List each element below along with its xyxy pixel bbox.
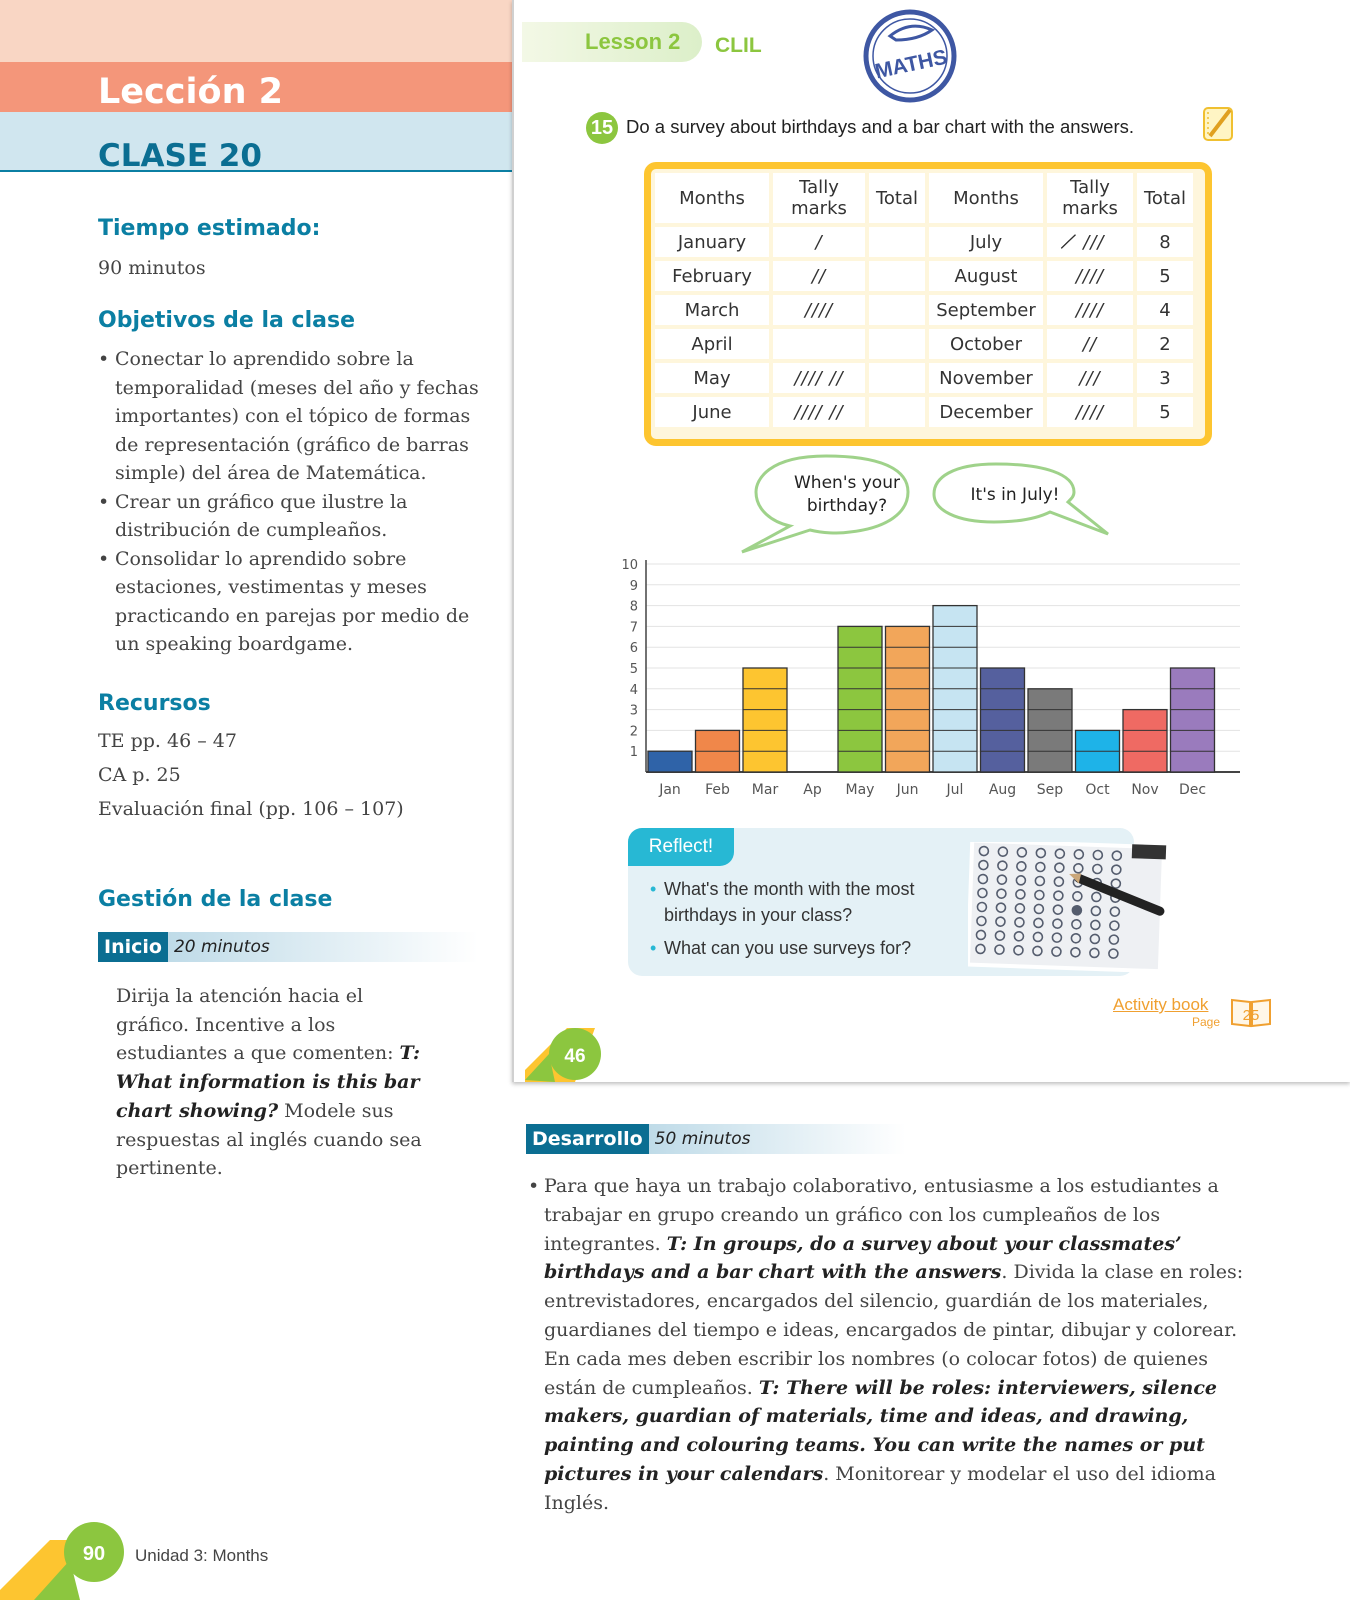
desarrollo-paragraph: • Para que haya un trabajo colaborativo, entusiasme a los estudiantes a trabajar en grupo creando un gráfico con los cumpleaños de los integrantes. T: In groups, do a survey about your classmates’ birthdays and a bar chart with the answers. Divida la clase en roles: entrevistadores, encargados del silencio, guardián de los materiales, guardianes del tiempo e ideas, encargados de pintar, dibujar y colorear. En cada mes deben escribir los nombres (o colocar fotos) de quienes están de cumpleaños. T: There will be roles: interviewers, silence makers, guardian of materials, time and ideas, and drawing, painting and colouring teams. You can write the names or put pictures in your calendars. Monitorear y modelar el uso del idioma Inglés. [528,1175,1244,1514]
footer-unit-label: Unidad 3: Months [135,1546,269,1565]
col-tally: Tally marks [773,173,865,223]
col-tally: Tally marks [1047,173,1133,223]
x-tick-label: Aug [988,782,1017,798]
objetivo-item: • Consolidar lo aprendido sobre estaciones, vestimentas y meses practicando en parejas por medio de un speaking boardgame. [96,545,496,659]
x-tick-label: Feb [705,782,730,798]
desarrollo-tag: Desarrollo [526,1124,649,1154]
y-tick-label: 4 [629,682,638,698]
cell-month: May [655,363,769,393]
desarrollo-text-part: . Divida la clase en roles: entrevistadores, encargados del silencio, guardián de los materiales, guardianes del tiempo e ideas, encargados de pintar, dibujar y colorear. En cada mes deben escribir los nombres (o colocar fotos) de quienes están de cumpleaños. [544,1261,1244,1399]
table-header-row [655,173,1193,223]
inicio-paragraph [116,982,436,1183]
cell-total [869,261,925,291]
tally-table [651,169,1197,431]
cell-month: December [929,397,1043,427]
x-tick-label: May [845,782,875,798]
clil-label: CLIL [715,34,762,57]
x-tick-label: Jan [659,782,681,798]
bar-may [838,626,882,772]
stamp-text: MATHS [872,45,950,84]
x-tick-label: Jul [946,782,964,798]
y-tick-label: 3 [629,703,638,719]
header-band-top [0,0,512,62]
table-row [655,295,1193,325]
cell-tally: //// [773,295,865,325]
desarrollo-text-part: . Monitorear y modelar el uso del idioma Inglés. [544,1462,1216,1514]
cell-tally [773,329,865,359]
cell-tally: / [773,227,865,257]
reflect-tag: Reflect! [628,828,734,866]
activity-page-number: 25 [1242,1007,1260,1024]
cell-total: 3 [1137,363,1193,393]
bar-dec [1171,668,1215,772]
exercise-number: 15 [586,112,618,144]
desarrollo-text-bold: T: In groups, do a survey about your classmates’ birthdays and a bar chart with the answers [544,1232,1182,1284]
birthday-bar-chart [612,548,1244,808]
x-tick-label: Ap [803,782,822,798]
cell-total: 8 [1137,227,1193,257]
bar-mar [743,668,787,772]
y-tick-label: 9 [629,578,638,594]
survey-sheet-photo [968,842,1168,972]
cell-total [869,295,925,325]
table-row [655,397,1193,427]
cell-month: February [655,261,769,291]
cell-total [869,329,925,359]
recurso-item: TE pp. 46 – 47 [98,730,237,752]
recurso-item: Evaluación final (pp. 106 – 107) [98,798,404,820]
cell-tally: /// [1047,363,1133,393]
bar-jun [886,626,930,772]
x-tick-label: Sep [1036,782,1064,798]
objetivos-list [96,345,496,659]
inicio-minutes: 20 minutos [168,932,478,962]
col-months: Months [655,173,769,223]
y-tick-label: 5 [629,662,638,677]
lesson-title: Lección 2 [98,72,284,112]
table-row [655,227,1193,257]
inicio-text-bold: T: What information is this bar chart showing? [116,1042,421,1122]
cell-tally: //// [1047,397,1133,427]
bubble-answer-text: It's in July! [970,485,1060,505]
activity-page-label: Page [1192,1015,1221,1029]
cell-total [869,227,925,257]
footer-page-number: 90 [82,1543,106,1565]
cell-tally: //// // [773,363,865,393]
cell-month: August [929,261,1043,291]
cell-tally: ̸̸̸̸ /// [1047,227,1133,257]
bar-aug [981,668,1025,772]
cell-month: April [655,329,769,359]
tiempo-value: 90 minutos [98,257,206,279]
cell-tally: // [773,261,865,291]
cell-total: 5 [1137,397,1193,427]
pencil-icon [1200,102,1240,144]
tiempo-heading: Tiempo estimado: [98,216,321,241]
bar-nov [1123,710,1167,772]
cell-total [869,363,925,393]
x-tick-label: Oct [1085,782,1110,798]
cell-tally: //// // [773,397,865,427]
cell-month: July [929,227,1043,257]
activity-book-link[interactable]: Activity book [1113,995,1209,1014]
table-row [655,329,1193,359]
cell-month: September [929,295,1043,325]
recurso-item: CA p. 25 [98,764,181,786]
desarrollo-text-part: Para que haya un trabajo colaborativo, entusiasme a los estudiantes a trabajar en grupo creando un gráfico con los cumpleaños de los integrantes. [544,1175,1219,1255]
x-tick-label: Jun [896,782,919,798]
cell-tally: // [1047,329,1133,359]
bar-jan [648,751,692,772]
student-page-number: 46 [564,1046,586,1067]
table-row [655,261,1193,291]
cell-total: 4 [1137,295,1193,325]
y-tick-label: 7 [629,620,638,636]
y-tick-label: 8 [629,599,638,615]
tally-table-frame [644,162,1212,446]
inicio-text-part: Dirija la atención hacia el gráfico. Incentive a los estudiantes a que comenten: [116,985,400,1065]
maths-stamp-icon [860,6,962,106]
cell-total: 5 [1137,261,1193,291]
cell-tally: //// [1047,295,1133,325]
desarrollo-minutes: 50 minutos [649,1124,906,1154]
desarrollo-text-bold: T: There will be roles: interviewers, silence makers, guardian of materials, time and ideas, and drawing, painting and colouring teams. You can write the names or put pictures in your calendars [544,1376,1218,1485]
desarrollo-header [526,1124,906,1154]
x-tick-label: Dec [1178,782,1207,798]
x-tick-label: Nov [1131,782,1159,798]
exercise-instruction: Do a survey about birthdays and a bar chart with the answers. [626,116,1134,137]
bubble-question-text: When's your birthday? [794,473,900,516]
x-tick-label: Mar [751,782,779,798]
recursos-heading: Recursos [98,691,211,716]
cell-total: 2 [1137,329,1193,359]
lesson-label: Lesson 2 [585,29,681,54]
objetivo-item: • Crear un gráfico que ilustre la distribución de cumpleaños. [96,488,496,545]
cell-month: November [929,363,1043,393]
answer-bubble [1072,906,1081,915]
gestion-heading: Gestión de la clase [98,887,333,912]
y-tick-label: 6 [629,641,638,657]
footer-page-tab [0,1520,130,1600]
cell-tally: //// [1047,261,1133,291]
class-title: CLASE 20 [98,138,262,174]
col-total: Total [1137,173,1193,223]
objetivo-item: • Conectar lo aprendido sobre la temporalidad (meses del año y fechas importantes) con el tópico de formas de representación (gráfico de barras simple) del área de Matemática. [96,345,496,488]
inicio-header [98,932,478,962]
table-row [655,363,1193,393]
reflect-item: • What can you use surveys for? [650,935,950,961]
cell-month: January [655,227,769,257]
cell-month: October [929,329,1043,359]
y-tick-label: 1 [629,745,638,761]
y-tick-label: 2 [629,724,638,740]
objetivos-heading: Objetivos de la clase [98,308,355,333]
page-number-tab [525,1022,605,1092]
cell-month: June [655,397,769,427]
col-total: Total [869,173,925,223]
cell-month: March [655,295,769,325]
y-tick-label: 10 [621,558,638,573]
inicio-text-part: Modele sus respuestas al inglés cuando sea pertinente. [116,1099,422,1180]
col-months: Months [929,173,1043,223]
cell-total [869,397,925,427]
inicio-tag: Inicio [98,932,168,962]
book-icon [1230,996,1272,1028]
reflect-item: • What's the month with the most birthdays in your class? [650,876,950,928]
